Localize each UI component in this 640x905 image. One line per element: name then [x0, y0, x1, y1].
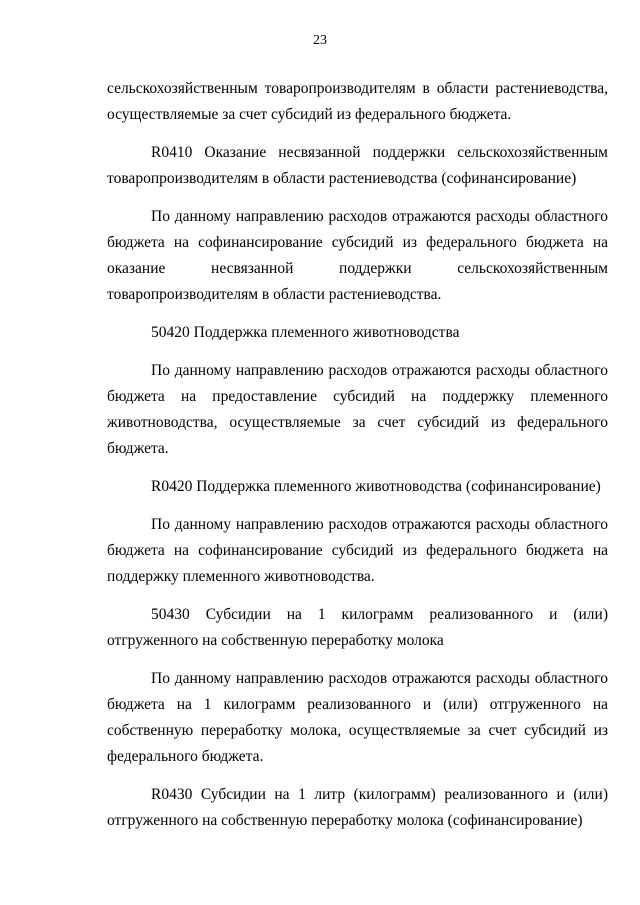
section-heading-50420: 50420 Поддержка племенного животноводства [151, 324, 460, 341]
section-heading-50430: 50430 Субсидии на 1 килограмм реализованного и (или) отгруженного на собственную переработку молока [107, 606, 608, 649]
page-number: 23 [313, 33, 327, 48]
document-body [107, 76, 608, 846]
paragraph-50430-description: По данному направлению расходов отражаются расходы областного бюджета на 1 килограмм реализованного и (или) отгруженного на собственную переработку молока, осуществляемые за счет субсидий из федерального бюджета. [107, 670, 608, 765]
section-heading-r0410: R0410 Оказание несвязанной поддержки сельскохозяйственным товаропроизводителям в области растениеводства (софинансирование) [107, 144, 608, 187]
paragraph-continuation: сельскохозяйственным товаропроизводителям в области растениеводства, осуществляемые за счет субсидий из федерального бюджета. [107, 80, 608, 123]
section-heading-r0420: R0420 Поддержка племенного животноводства (софинансирование) [151, 478, 601, 495]
paragraph-r0420-description: По данному направлению расходов отражаются расходы областного бюджета на софинансирование субсидий из федерального бюджета на поддержку племенного животноводства. [107, 516, 608, 585]
section-heading-r0430: R0430 Субсидии на 1 литр (килограмм) реализованного и (или) отгруженного на собственную переработку молока (софинансирование) [107, 786, 608, 829]
paragraph-50420-description: По данному направлению расходов отражаются расходы областного бюджета на предоставление субсидий на поддержку племенного животноводства, осуществляемые за счет субсидий из федерального бюджета. [107, 362, 608, 457]
paragraph-r0410-description: По данному направлению расходов отражаются расходы областного бюджета на софинансирование субсидий из федерального бюджета на оказание несвязанной поддержки сельскохозяйственным товаропроизводителям в области растениеводства. [107, 208, 608, 303]
